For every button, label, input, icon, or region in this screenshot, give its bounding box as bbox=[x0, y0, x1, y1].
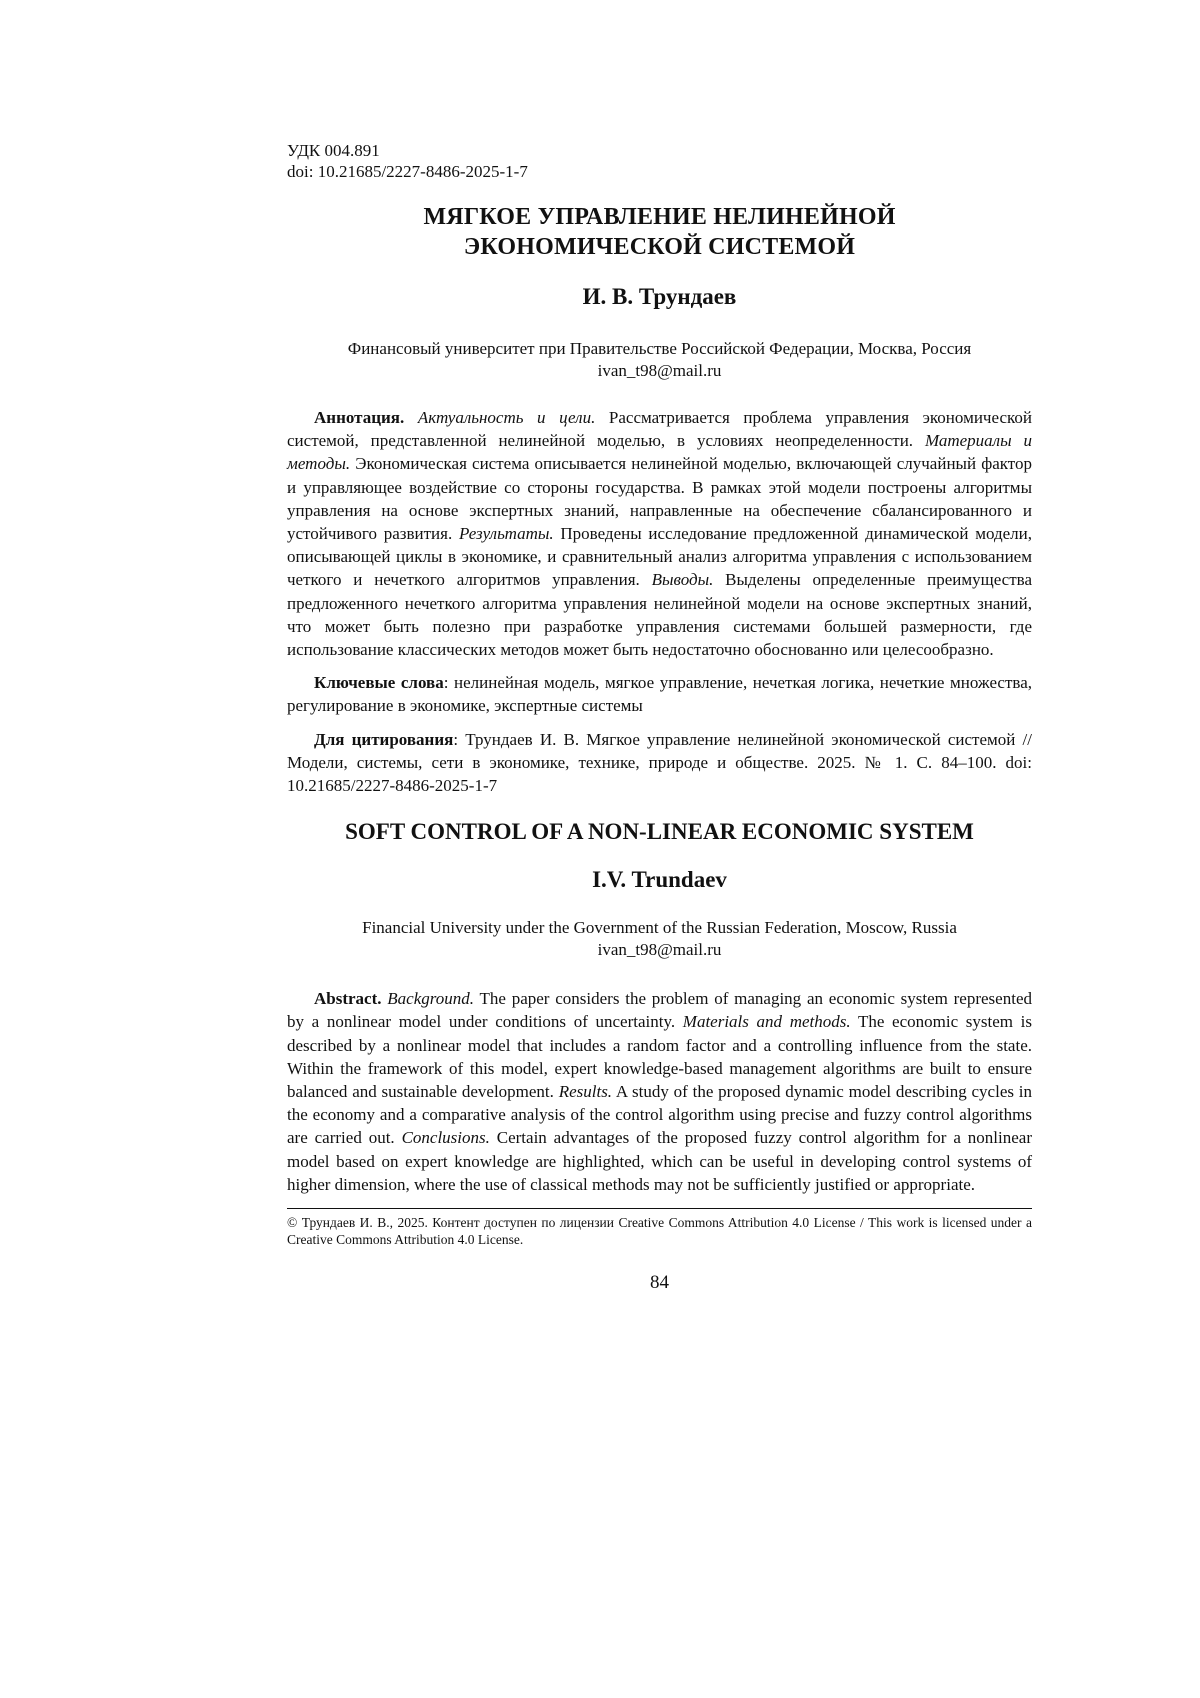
abstract-en-methods-label: Materials and methods. bbox=[682, 1012, 851, 1032]
abstract-ru-background-label: Актуальность и цели. bbox=[417, 408, 596, 427]
abstract-ru-methods: Экономическая система описывается нелинейной моделью, включающей случайный фактор и управляющее воздействие со стороны государства. В рамках этой модели построены алгоритмы управления на основе экспертных знаний, направленные на обеспечение сбалансированного и устойчивого развития. bbox=[287, 454, 1032, 544]
author-en: I.V. Trundaev bbox=[592, 867, 727, 893]
abstract-en bbox=[287, 987, 1032, 1196]
abstract-en-background: The paper considers the problem of managing an economic system represented by a nonlinear model under conditions of uncertainty. bbox=[287, 989, 1032, 1032]
author-ru: И. В. Трундаев bbox=[582, 284, 737, 309]
abstract-ru bbox=[287, 406, 1032, 661]
email-ru: ivan_t98@mail.ru bbox=[597, 361, 722, 380]
abstract-ru-conclusions: Выделены определенные преимущества предложенного нечеткого алгоритма управления нелинейной модели на основе экспертных знаний, что может быть полезно при разработке управления системами большей размерности, где использование классических методов может быть недостаточно обоснованно или целесообразно. bbox=[287, 570, 1032, 660]
abstract-ru-results: Проведены исследование предложенной динамической модели, описывающей циклы в экономике, и сравнительный анализ алгоритма управления с использованием четкого и нечеткого алгоритмов управления. bbox=[287, 524, 1032, 590]
article-title-en: SOFT CONTROL OF A NON-LINEAR ECONOMIC SYSTEM bbox=[345, 819, 974, 845]
abstract-ru-label: Аннотация. bbox=[314, 408, 405, 427]
title-ru-line-2: ЭКОНОМИЧЕСКОЙ СИСТЕМОЙ bbox=[463, 234, 856, 260]
article-meta bbox=[287, 140, 1032, 182]
affiliation-ru: Финансовый университет при Правительстве Российской Федерации, Москва, Россия bbox=[347, 339, 972, 358]
page-content bbox=[287, 140, 1032, 1294]
abstract-en-label: Abstract. bbox=[314, 989, 382, 1009]
abstract-en-background-label: Background. bbox=[387, 989, 475, 1009]
citation-ru-text: : Трундаев И. В. Мягкое управление нелинейной экономической системой // Модели, системы, сети в экономике, технике, природе и обществе. 2025. № 1. С. 84–100. doi: 10.21685/2227-8486-2025-1-7 bbox=[287, 729, 1032, 796]
udc-code: УДК 004.891 bbox=[287, 141, 380, 160]
footnote-divider bbox=[287, 1208, 1032, 1209]
abstract-en-conclusions-label: Conclusions. bbox=[401, 1128, 490, 1148]
page-number: 84 bbox=[650, 1272, 669, 1294]
abstract-en-methods: The economic system is described by a nonlinear model that includes a random factor and a controlling influence from the state. Within the framework of this model, expert knowledge-based management algorithms are built to ensure balanced and sustainable development. bbox=[287, 1012, 1032, 1102]
affiliation-en: Financial University under the Government of the Russian Federation, Moscow, Russia bbox=[362, 918, 957, 938]
affiliation-en-block bbox=[287, 917, 1032, 961]
abstract-en-results: A study of the proposed dynamic model describing cycles in the economy and a comparative analysis of the control algorithm using precise and fuzzy control algorithms are carried out. bbox=[287, 1082, 1032, 1148]
citation-ru bbox=[287, 728, 1032, 798]
affiliation-ru-block bbox=[287, 338, 1032, 382]
doi-line: doi: 10.21685/2227-8486-2025-1-7 bbox=[287, 162, 528, 181]
abstract-en-conclusions: Certain advantages of the proposed fuzzy control algorithm for a nonlinear model based on expert knowledge are highlighted, which can be useful in developing control systems of higher dimension, where the use of classical methods may not be sufficiently justified or appropriate. bbox=[287, 1128, 1032, 1194]
keywords-ru-text: : нелинейная модель, мягкое управление, нечеткая логика, нечеткие множества, регулирование в экономике, экспертные системы bbox=[287, 673, 1032, 716]
abstract-en-results-label: Results. bbox=[558, 1082, 613, 1102]
abstract-ru-conclusions-label: Выводы. bbox=[651, 570, 714, 590]
citation-ru-label: Для цитирования bbox=[314, 729, 454, 749]
abstract-ru-background: Рассматривается проблема управления экономической системой, представленной нелинейной моделью, в условиях неопределенности. bbox=[287, 408, 1032, 451]
article-title-ru bbox=[287, 202, 1032, 262]
abstract-ru-results-label: Результаты. bbox=[458, 524, 554, 544]
license-footnote: © Трундаев И. В., 2025. Контент доступен по лицензии Creative Commons Attribution 4.0 License / This work is licensed under a Creative Commons Attribution 4.0 License. bbox=[287, 1215, 1032, 1248]
abstract-ru-methods-label: Материалы и методы. bbox=[287, 431, 1032, 474]
email-en: ivan_t98@mail.ru bbox=[597, 940, 722, 960]
keywords-ru-label: Ключевые слова bbox=[314, 673, 444, 693]
keywords-ru bbox=[287, 671, 1032, 717]
title-ru-line-1: МЯГКОЕ УПРАВЛЕНИЕ НЕЛИНЕЙНОЙ bbox=[423, 204, 896, 230]
